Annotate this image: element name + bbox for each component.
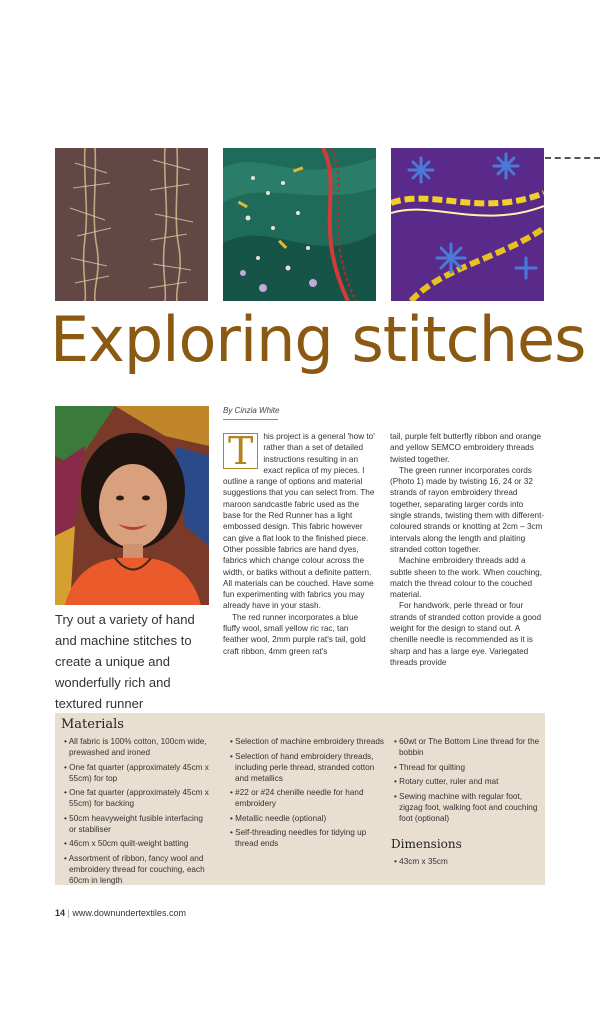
- list-item: • One fat quarter (approximately 45cm x 55cm) for backing: [64, 788, 209, 808]
- photo-lazy-daisy-flowers: [391, 148, 544, 301]
- list-item: • Rotary cutter, ruler and mat: [394, 777, 499, 786]
- byline: By Cinzia White: [223, 406, 280, 415]
- list-item: • 50cm heavyweight fusible interfacing or stabiliser: [64, 813, 203, 834]
- list-item: • Selection of hand embroidery threads, including perle thread, stranded cotton and metallics: [230, 751, 375, 783]
- list-item: • Sewing machine with regular foot, zigzag foot, walking foot and couching foot (optional): [394, 791, 538, 823]
- list-item: • 60wt or The Bottom Line thread for the bobbin: [394, 737, 540, 757]
- dashed-line-decoration: [545, 157, 600, 159]
- list-item: • One fat quarter (approximately 45cm x 55cm) for top: [64, 762, 209, 783]
- footer-separator: |: [67, 908, 70, 918]
- list-item: • #22 or #24 chenille needle for hand embroidery: [230, 788, 364, 808]
- byline-rule: [223, 419, 278, 420]
- materials-box: [55, 713, 545, 885]
- intro-text: Try out a variety of hand and machine stitches to create a unique and wonderfully rich and textured runner: [55, 612, 195, 711]
- materials-list-3: [391, 736, 541, 827]
- article-column-1: [223, 431, 375, 657]
- footer-url: www.downundertextiles.com: [72, 908, 186, 918]
- materials-title: Materials: [61, 717, 124, 732]
- author-portrait: [55, 406, 209, 605]
- list-item: • Selection of machine embroidery threads: [230, 737, 384, 746]
- paragraph: The green runner incorporates cords (Photo 1) made by twisting 16, 24 or 32 strands of rayon embroidery thread together, separating larger cords into single strands, twisting them with different-coloured strands or knotting at 2cm – 3cm intervals along the length and plaiting stranded cotton together.: [390, 465, 545, 554]
- page-footer: [55, 908, 186, 918]
- photo-couched-fibres: [55, 148, 208, 301]
- paragraph: tail, purple felt butterfly ribbon and orange and yellow SEMCO embroidery threads twisted together.: [390, 432, 542, 464]
- drop-cap: T: [223, 433, 258, 469]
- photo-beaded-embroidery: [223, 148, 376, 301]
- paragraph: Machine embroidery threads add a subtle sheen to the work. When couching, match the thread colour to the couched material.: [390, 556, 543, 600]
- list-item: • 43cm x 35cm: [394, 857, 448, 866]
- materials-list-2: [227, 736, 387, 853]
- paragraph: For handwork, perle thread or four strands of stranded cotton provide a good weight for the design to stand out. A chenille needle is recommended as it is sharp and has a large eye. Variegated threads provide: [390, 601, 542, 667]
- list-item: • Thread for quilting: [394, 762, 465, 772]
- list-item: • All fabric is 100% cotton, 100cm wide, prewashed and ironed: [64, 737, 207, 757]
- dimensions-title: Dimensions: [391, 837, 462, 851]
- list-item: • Metallic needle (optional): [230, 813, 327, 823]
- page-number: 14: [55, 908, 66, 918]
- list-item: • Self-threading needles for tidying up thread ends: [230, 828, 367, 848]
- article-column-2: [390, 431, 545, 668]
- list-item: • Assortment of ribbon, fancy wool and embroidery thread for couching, each 60cm in length: [64, 853, 205, 885]
- page-title: Exploring stitches: [50, 303, 586, 376]
- paragraph: The red runner incorporates a blue fluffy wool, small yellow ric rac, tan feather wool, 2mm purple rat's tail, gold craft ribbon, 4mm green rat's: [223, 612, 366, 656]
- materials-list-1: [61, 736, 211, 889]
- dimensions-list: [391, 856, 541, 871]
- list-item: • 46cm x 50cm quilt-weight batting: [64, 839, 189, 848]
- paragraph: his project is a general 'how to' rather than a set of detailed instructions resulting in an exact replica of my pieces. I outline a range of options and material suggestions that you can select from. The maroon sandcastle fabric used as the base for the Red Runner has a light embossed design. This fabric however can give a flat look to the finished piece. Other possible fabrics are hand dyes, fabrics which change colour across the width, or batiks without a definite pattern. All materials can be couched. Have some fun experimenting with fabrics you may already have in your stash.: [223, 432, 375, 611]
